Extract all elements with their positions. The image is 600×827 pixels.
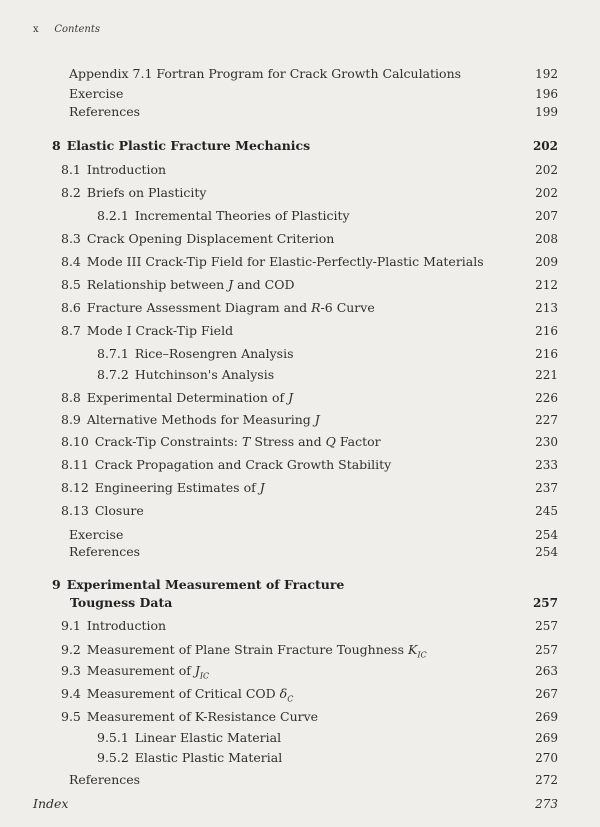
toc-entry-ch9b: [0, 593, 600, 613]
toc-entry-label: [97, 365, 274, 385]
section-title: Crack Opening Displacement Criterion: [86, 231, 335, 246]
section-title: Relationship between J and COD: [86, 277, 295, 292]
toc-entry-label: [61, 388, 293, 408]
section-number: 9.3: [61, 663, 81, 678]
toc-entry-label: [61, 160, 166, 180]
section-number: 8.4: [61, 254, 81, 269]
page-number: 213: [535, 301, 558, 315]
toc-entry-label: [52, 575, 344, 595]
section-title: Crack Propagation and Crack Growth Stability: [94, 457, 392, 472]
page-number-roman: x: [33, 24, 40, 35]
section-number: 8.3: [61, 231, 81, 246]
toc-entry-s810: [0, 432, 600, 452]
section-number: 8.2.1: [97, 208, 129, 223]
page-number: 202: [535, 163, 558, 177]
section-number: 8.2: [61, 185, 81, 200]
toc-entry-label: [69, 102, 140, 122]
section-number: 9.5.2: [97, 750, 129, 765]
toc-entry-s821: [0, 206, 600, 226]
toc-entry-s93: [0, 661, 600, 681]
section-title: Exercise: [69, 527, 124, 542]
toc-entry-s84: [0, 252, 600, 272]
toc-entry-label: [61, 298, 375, 318]
page-number: 208: [535, 232, 558, 246]
section-title: Closure: [94, 503, 144, 518]
section-title: References: [69, 772, 141, 787]
section-number: 8.7.2: [97, 367, 129, 382]
toc-entry-ex7: [0, 84, 600, 104]
section-title: Mode III Crack-Tip Field for Elastic-Perfectly-Plastic Materials: [86, 254, 484, 269]
toc-entry-s871: [0, 344, 600, 364]
section-number: 8.10: [61, 434, 89, 449]
section-title: Linear Elastic Material: [134, 730, 282, 745]
toc-entry-s89: [0, 410, 600, 430]
section-title: References: [69, 104, 141, 119]
page-number: 216: [535, 324, 558, 338]
page-number: 221: [535, 368, 558, 382]
toc-entry-s812: [0, 478, 600, 498]
toc-entry-s91: [0, 616, 600, 636]
section-number: 9.4: [61, 686, 81, 701]
section-number: 8: [52, 138, 61, 153]
page-number: 269: [535, 710, 558, 724]
section-title: Measurement of K-Resistance Curve: [86, 709, 319, 724]
section-number: 8.1: [61, 162, 81, 177]
toc-entry-s872: [0, 365, 600, 385]
toc-entry-label: [61, 684, 293, 710]
toc-entry-app71: [0, 64, 600, 84]
page-number: 199: [535, 105, 558, 119]
toc-entry-ch8: [0, 136, 600, 156]
toc-entry-label: [69, 770, 140, 790]
toc-entry-s92: [0, 640, 600, 660]
section-number: 9.2: [61, 642, 81, 657]
section-number: 8.8: [61, 390, 81, 405]
toc-entry-s85: [0, 275, 600, 295]
page-number: 273: [535, 797, 558, 811]
section-title: Rice–Rosengren Analysis: [134, 346, 294, 361]
page-number: 192: [535, 67, 558, 81]
section-title: References: [69, 544, 141, 559]
section-title: Engineering Estimates of J: [94, 480, 265, 495]
toc-entry-label: [61, 252, 484, 272]
section-number: 8.7: [61, 323, 81, 338]
page-number: 207: [535, 209, 558, 223]
page-number: 254: [535, 545, 558, 559]
section-number: 9.5: [61, 709, 81, 724]
page-number: 270: [535, 751, 558, 765]
toc-entry-s81: [0, 160, 600, 180]
page-number: 230: [535, 435, 558, 449]
section-title: Exercise: [69, 86, 124, 101]
section-title: Incremental Theories of Plasticity: [134, 208, 350, 223]
toc-entry-ref9: [0, 770, 600, 790]
toc-entry-ch9a: [0, 575, 600, 595]
page-number: 227: [535, 413, 558, 427]
toc-entry-label: [97, 206, 350, 226]
toc-entry-label: [61, 183, 206, 203]
toc-entry-s87: [0, 321, 600, 341]
toc-entry-label: [61, 455, 391, 475]
toc-entry-label: [69, 84, 123, 104]
section-title: Elastic Plastic Material: [134, 750, 283, 765]
page-number: 216: [535, 347, 558, 361]
section-number: 8.13: [61, 503, 89, 518]
toc-entry-ref8: [0, 542, 600, 562]
toc-entry-ref7: [0, 102, 600, 122]
section-title: Index: [33, 796, 69, 811]
section-number: 8.6: [61, 300, 81, 315]
section-title: Elastic Plastic Fracture Mechanics: [66, 138, 311, 153]
toc-entry-label: [61, 478, 265, 498]
toc-entry-label: [61, 275, 295, 295]
toc-entry-s95: [0, 707, 600, 727]
toc-entry-label: [61, 661, 209, 687]
section-number: 8.12: [61, 480, 89, 495]
toc-entry-label: [70, 593, 172, 613]
toc-entry-label: [61, 616, 166, 636]
section-title: Measurement of Critical COD $\delta_C$: [86, 686, 294, 704]
section-title: Experimental Measurement of Fracture: [66, 577, 345, 592]
toc-entry-s952: [0, 748, 600, 768]
toc-entry-label: [61, 229, 334, 249]
toc-entry-s951: [0, 728, 600, 748]
section-title: Measurement of $J_{IC}$: [86, 663, 210, 681]
section-number: 9.5.1: [97, 730, 129, 745]
page-number: 209: [535, 255, 558, 269]
page-number: 257: [535, 643, 558, 657]
section-number: 9.1: [61, 618, 81, 633]
toc-entry-label: [61, 707, 318, 727]
section-title: Alternative Methods for Measuring J: [86, 412, 320, 427]
section-title: Briefs on Plasticity: [86, 185, 207, 200]
section-title: Mode I Crack-Tip Field: [86, 323, 234, 338]
page-number: 237: [535, 481, 558, 495]
toc-entry-label: [52, 136, 310, 156]
section-title: Introduction: [86, 162, 167, 177]
page-number: 263: [535, 664, 558, 678]
page-number: 257: [535, 619, 558, 633]
section-number: 8.5: [61, 277, 81, 292]
toc-entry-s86: [0, 298, 600, 318]
toc-entry-label: [69, 542, 140, 562]
page-number: 269: [535, 731, 558, 745]
page-number: 202: [532, 139, 558, 153]
page-number: 245: [535, 504, 558, 518]
toc-entry-s88: [0, 388, 600, 408]
toc-entry-label: [97, 748, 282, 768]
toc-entry-label: [61, 432, 381, 452]
section-number: 8.9: [61, 412, 81, 427]
running-header: [33, 24, 100, 35]
section-title: Measurement of Plane Strain Fracture Toughness $K_{IC}$: [86, 642, 427, 660]
section-title: Fracture Assessment Diagram and R-6 Curve: [86, 300, 375, 315]
section-title: Hutchinson's Analysis: [134, 367, 275, 382]
section-number: 8.7.1: [97, 346, 129, 361]
section-title: Appendix 7.1 Fortran Program for Crack Growth Calculations: [69, 66, 462, 81]
toc-entry-label: [97, 344, 294, 364]
toc-entry-s82: [0, 183, 600, 203]
toc-entry-s813: [0, 501, 600, 521]
section-number: 8.11: [61, 457, 89, 472]
toc-entry-label: [97, 728, 281, 748]
page-number: 254: [535, 528, 558, 542]
section-title: Crack-Tip Constraints: T Stress and Q Factor: [94, 434, 381, 449]
page-number: 196: [535, 87, 558, 101]
page-number: 202: [535, 186, 558, 200]
page-number: 212: [535, 278, 558, 292]
toc-entry-s811: [0, 455, 600, 475]
toc-entry-label: [61, 410, 320, 430]
running-title: Contents: [54, 24, 100, 35]
toc-entry-label: [33, 794, 68, 814]
page-number: 267: [535, 687, 558, 701]
section-number: 9: [52, 577, 61, 592]
toc-entry-s94: [0, 684, 600, 704]
page-number: 272: [535, 773, 558, 787]
toc-entry-label: [61, 501, 144, 521]
toc-entry-s83: [0, 229, 600, 249]
page-number: 257: [532, 596, 558, 610]
section-title: Introduction: [86, 618, 167, 633]
section-title: Experimental Determination of J: [86, 390, 294, 405]
toc-entry-idx: [0, 794, 600, 814]
section-title: Tougness Data: [70, 595, 173, 610]
page-number: 233: [535, 458, 558, 472]
toc-entry-label: [61, 321, 233, 341]
toc-entry-label: [69, 64, 461, 84]
page-number: 226: [535, 391, 558, 405]
